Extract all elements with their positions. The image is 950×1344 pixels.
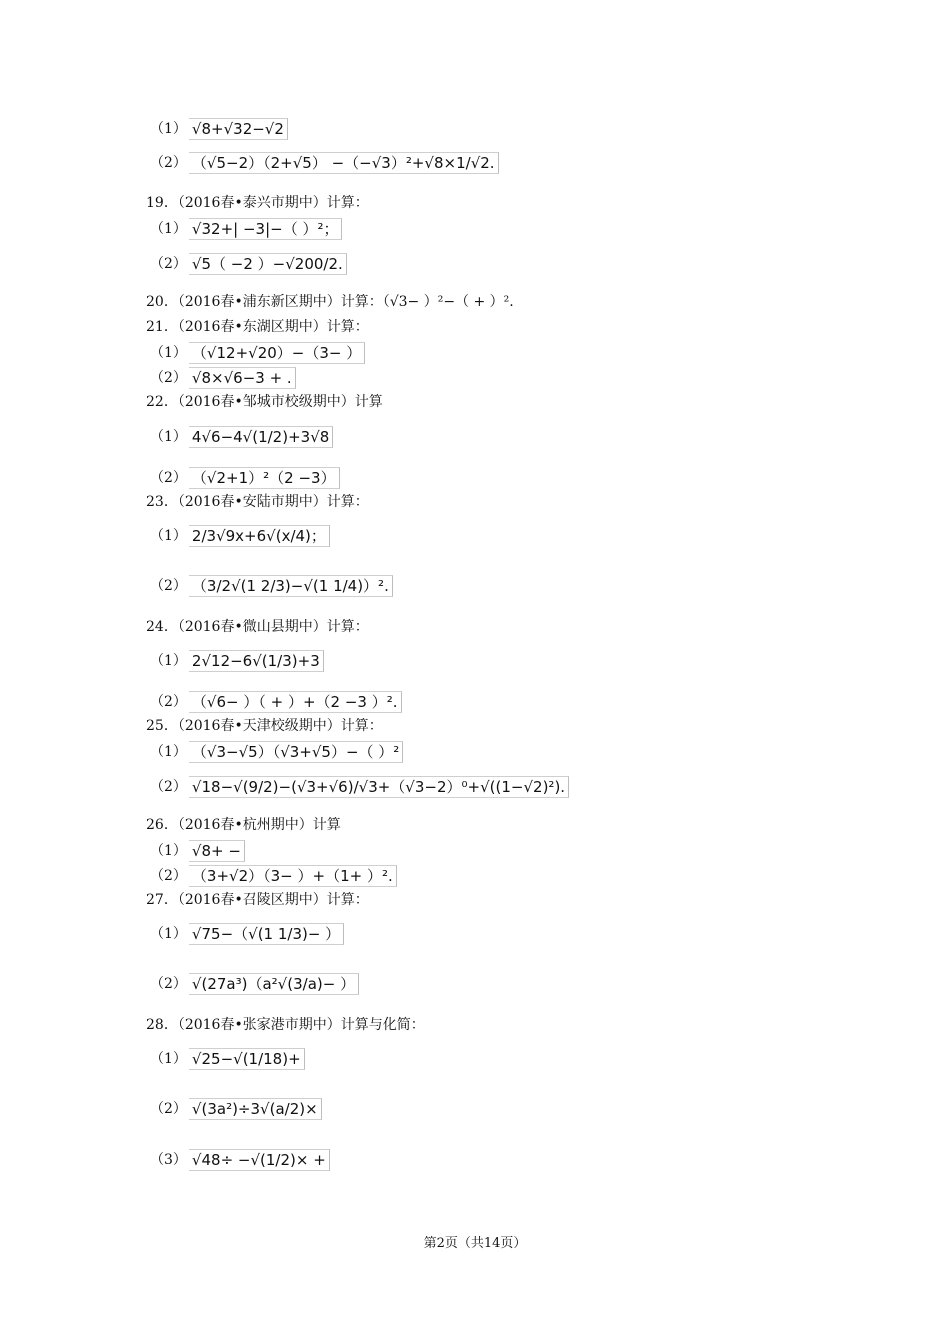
part-label: （1） xyxy=(150,429,187,445)
problem-23-part-1 xyxy=(150,525,332,547)
part-label: （2） xyxy=(150,470,187,486)
problem-24-part-2 xyxy=(150,691,404,713)
part-label: （2） xyxy=(150,155,187,171)
math-expression: √8×√6−3 + . xyxy=(189,367,296,389)
math-expression: （√12+√20）−（3− ） xyxy=(189,342,365,364)
problem-28-part-1 xyxy=(150,1048,307,1070)
part-label: （1） xyxy=(150,528,187,544)
math-expression: 2/3√9x+6√(x/4)； xyxy=(189,525,330,547)
part-label: （2） xyxy=(150,1101,187,1117)
math-expression: （√2+1）²（2 −3） xyxy=(189,467,340,489)
part-label: （2） xyxy=(150,256,187,272)
part-label: （2） xyxy=(150,694,187,710)
part-label: （1） xyxy=(150,843,187,859)
problem-18-part-2 xyxy=(150,152,501,174)
math-expression: （3+√2）（3− ）+（1+ ）². xyxy=(189,865,397,887)
problem-28-heading: 28．（2016春•张家港市期中）计算与化简： xyxy=(146,1017,425,1033)
problem-19-part-2 xyxy=(150,253,349,275)
problem-25-heading: 25．（2016春•天津校级期中）计算： xyxy=(146,718,383,734)
math-expression: √(3a²)÷3√(a/2)× xyxy=(189,1098,322,1120)
problem-22-part-1 xyxy=(150,426,335,448)
problem-26-part-1 xyxy=(150,840,247,862)
part-label: （1） xyxy=(150,345,187,361)
part-label: （2） xyxy=(150,976,187,992)
problem-23-heading: 23．（2016春•安陆市期中）计算： xyxy=(146,494,369,510)
part-label: （2） xyxy=(150,578,187,594)
part-label: （1） xyxy=(150,121,187,137)
problem-25-part-2 xyxy=(150,776,571,798)
problem-19-heading: 19．（2016春•泰兴市期中）计算： xyxy=(146,195,369,211)
problem-21-heading: 21．（2016春•东湖区期中）计算： xyxy=(146,319,369,335)
part-label: （1） xyxy=(150,1051,187,1067)
problem-25-part-1 xyxy=(150,741,405,763)
problem-26-heading: 26．（2016春•杭州期中）计算 xyxy=(146,817,341,833)
part-label: （1） xyxy=(150,926,187,942)
math-expression: √75−（√(1 1/3)− ） xyxy=(189,923,344,945)
math-expression: √32+| −3|−（ ）²； xyxy=(189,218,343,240)
part-label: （1） xyxy=(150,744,187,760)
math-expression: （3/2√(1 2/3)−√(1 1/4)）². xyxy=(189,575,393,597)
page-footer: 第2页（共14页） xyxy=(423,1236,527,1251)
math-expression: （√3−√5）（√3+√5）−（ ）² xyxy=(189,741,403,763)
problem-27-heading: 27．（2016春•召陵区期中）计算： xyxy=(146,892,369,908)
part-label: （3） xyxy=(150,1152,187,1168)
problem-28-part-3 xyxy=(150,1149,332,1171)
math-expression: 4√6−4√(1/2)+3√8 xyxy=(189,426,333,448)
math-expression: √8+ − xyxy=(189,840,245,862)
problem-27-part-2 xyxy=(150,973,361,995)
math-expression: √(27a³)（a²√(3/a)− ） xyxy=(189,973,359,995)
problem-21-part-1 xyxy=(150,342,367,364)
math-expression: √18−√(9/2)−(√3+√6)/√3+（√3−2）⁰+√((1−√2)²). xyxy=(189,776,569,798)
problem-27-part-1 xyxy=(150,923,346,945)
math-expression: √48÷ −√(1/2)× + xyxy=(189,1149,330,1171)
part-label: （1） xyxy=(150,221,187,237)
problem-19-part-1 xyxy=(150,218,344,240)
problem-18-part-1 xyxy=(150,118,290,140)
problem-21-part-2 xyxy=(150,367,298,389)
problem-20: 20．（2016春•浦东新区期中）计算：（√3− ）²−（ + ）². xyxy=(146,294,514,310)
part-label: （1） xyxy=(150,653,187,669)
math-expression: 2√12−6√(1/3)+3 xyxy=(189,650,324,672)
part-label: （2） xyxy=(150,370,187,386)
problem-22-heading: 22．（2016春•邹城市校级期中）计算 xyxy=(146,394,383,410)
problem-23-part-2 xyxy=(150,575,395,597)
math-expression: √25−√(1/18)+ xyxy=(189,1048,305,1070)
math-expression: √8+√32−√2 xyxy=(189,118,288,140)
part-label: （2） xyxy=(150,868,187,884)
problem-26-part-2 xyxy=(150,865,399,887)
problem-22-part-2 xyxy=(150,467,342,489)
math-expression: √5（ −2 ）−√200/2. xyxy=(189,253,347,275)
problem-24-heading: 24．（2016春•微山县期中）计算： xyxy=(146,619,369,635)
part-label: （2） xyxy=(150,779,187,795)
problem-28-part-2 xyxy=(150,1098,324,1120)
problem-24-part-1 xyxy=(150,650,326,672)
math-expression: （√6− ）（ + ）+（2 −3 ）². xyxy=(189,691,402,713)
math-expression: （√5−2）（2+√5） −（−√3）²+√8×1/√2. xyxy=(189,152,499,174)
